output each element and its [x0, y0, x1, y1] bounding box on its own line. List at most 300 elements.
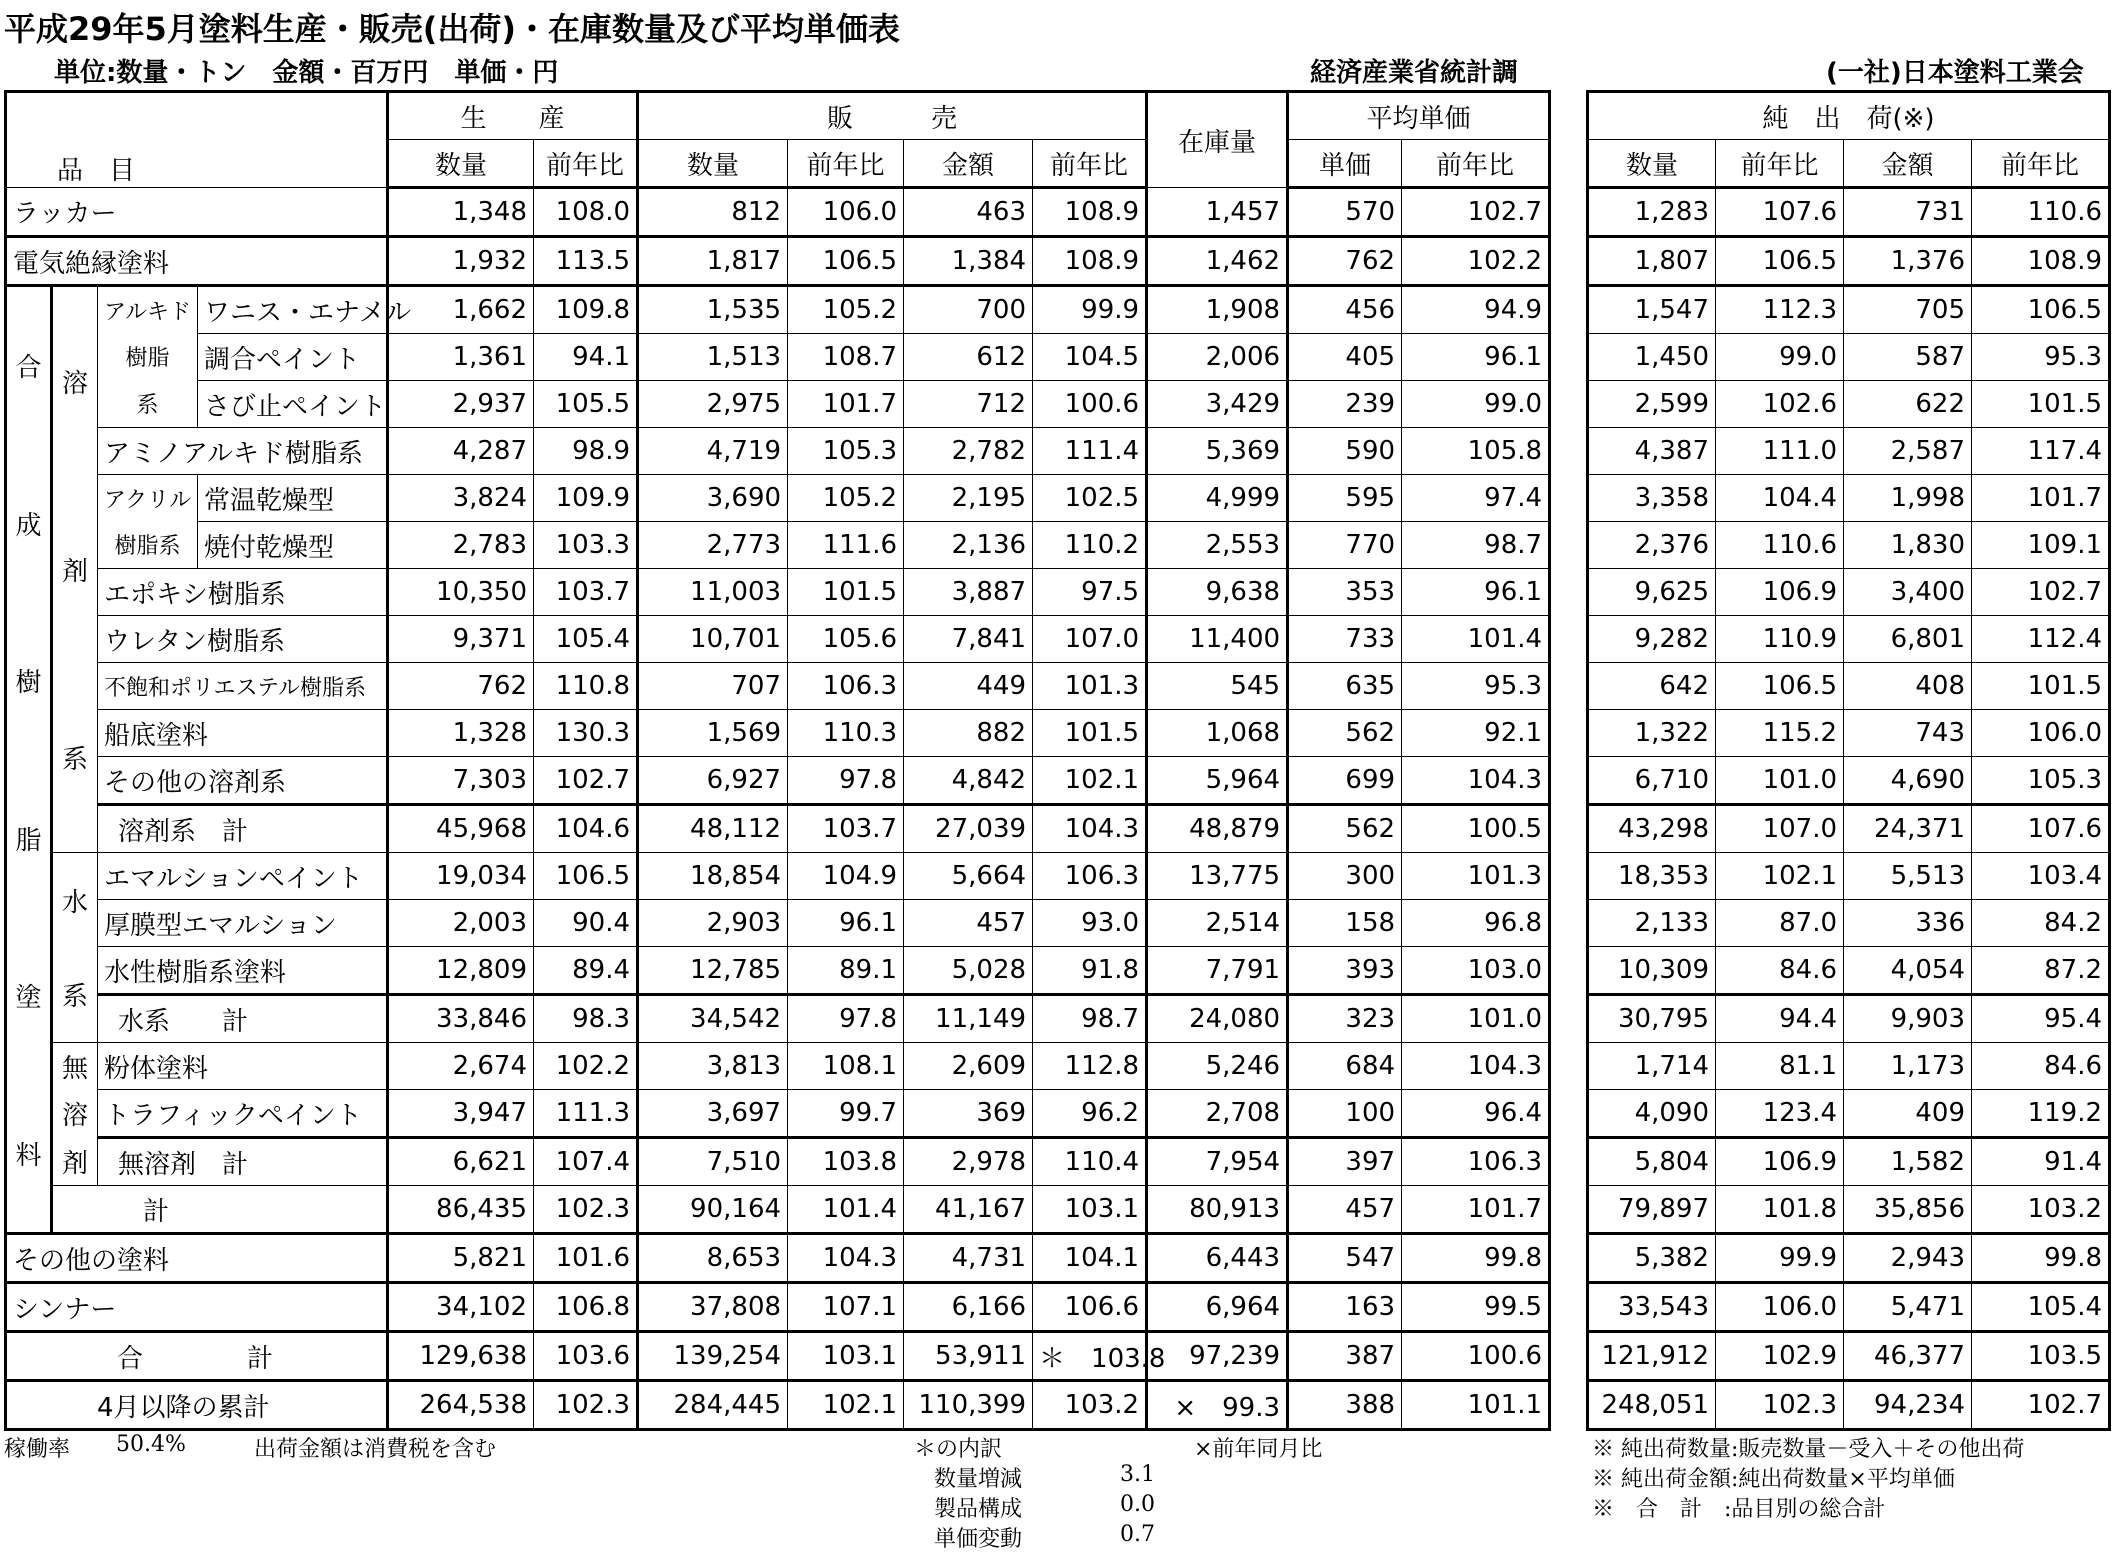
- cell-sonota-12: 99.8: [1972, 1234, 2110, 1283]
- cell-acryl1-4: 2,195: [904, 475, 1033, 522]
- note-net-amount: ※ 純出荷金額:純出荷数量×平均単価: [1592, 1467, 1955, 1492]
- cell-funtai-6: 5,246: [1147, 1043, 1288, 1090]
- cell-epoxy-12: 102.7: [1972, 569, 2110, 616]
- cell-muyozai_total-10: 106.9: [1716, 1138, 1844, 1186]
- avg-price-header: 平均単価: [1288, 92, 1550, 140]
- cell-emulsion-6: 13,775: [1147, 853, 1288, 900]
- net-row-gosei_total: [1588, 1186, 2110, 1234]
- cell-sonota-3: 104.3: [788, 1234, 904, 1283]
- row-label: その他の塗料: [6, 1234, 388, 1283]
- net-row-grand_total: [1588, 1332, 2110, 1381]
- cell-sonota-7: 547: [1288, 1234, 1402, 1283]
- cell-muyozai_total-5: 110.4: [1033, 1138, 1147, 1186]
- cell-alkyd2-3: 108.7: [788, 334, 904, 381]
- net-row-yozai_total: [1588, 805, 2110, 853]
- net-row-muyozai_total: [1588, 1138, 2110, 1186]
- cell-funtai-11: 1,173: [1844, 1043, 1972, 1090]
- cell-amino-7: 590: [1288, 428, 1402, 475]
- cell-amino-0: 4,287: [388, 428, 534, 475]
- cell-thinner-2: 37,808: [638, 1283, 788, 1332]
- group-muyozai: [52, 1043, 98, 1186]
- cell-alkyd1-3: 105.2: [788, 286, 904, 334]
- cell-traffic-7: 100: [1288, 1090, 1402, 1138]
- cell-acryl2-7: 770: [1288, 522, 1402, 569]
- cell-suisei-3: 89.1: [788, 947, 904, 995]
- cell-fuhouwa-3: 106.3: [788, 663, 904, 710]
- net-row-emulsion: [1588, 853, 2110, 900]
- cell-acryl1-12: 101.7: [1972, 475, 2110, 522]
- group-char-acryl: アクリル: [103, 487, 192, 513]
- sales-header: 販 売: [638, 92, 1147, 140]
- cell-alkyd1-11: 705: [1844, 286, 1972, 334]
- cell-sonota_yozai-11: 4,690: [1844, 757, 1972, 805]
- cell-traffic-11: 409: [1844, 1090, 1972, 1138]
- cell-acryl2-8: 98.7: [1402, 522, 1550, 569]
- row-label: 合 計: [6, 1332, 388, 1381]
- cell-komaku-4: 457: [904, 900, 1033, 947]
- cell-grand_total-8: 100.6: [1402, 1332, 1550, 1381]
- cell-cumulative-0: 264,538: [388, 1381, 534, 1430]
- cell-traffic-3: 99.7: [788, 1090, 904, 1138]
- cell-grand_total-7: 387: [1288, 1332, 1402, 1381]
- col-net-qty: 数量: [1588, 140, 1716, 188]
- cell-alkyd2-9: 1,450: [1588, 334, 1716, 381]
- organization-name: (一社)日本塗料工業会: [1826, 58, 2084, 88]
- cell-muyozai_total-0: 6,621: [388, 1138, 534, 1186]
- cell-funtai-0: 2,674: [388, 1043, 534, 1090]
- operating-rate-value: 50.4%: [116, 1432, 186, 1457]
- group-char-yozai: 剤: [61, 556, 88, 587]
- asterisk-breakdown-title: ＊の内訳: [914, 1437, 1003, 1462]
- cell-amino-8: 105.8: [1402, 428, 1550, 475]
- cell-alkyd3-9: 2,599: [1588, 381, 1716, 428]
- row-label: 水系 計: [98, 995, 388, 1043]
- cell-acryl2-11: 1,830: [1844, 522, 1972, 569]
- cell-acryl2-6: 2,553: [1147, 522, 1288, 569]
- cell-thinner-11: 5,471: [1844, 1283, 1972, 1332]
- cell-mizu_total-5: 98.7: [1033, 995, 1147, 1043]
- cell-amino-4: 2,782: [904, 428, 1033, 475]
- breakdown-label-qty: 数量増減: [934, 1467, 1023, 1492]
- cell-traffic-8: 96.4: [1402, 1090, 1550, 1138]
- net-row-alkyd1: [1588, 286, 2110, 334]
- cell-suisei-10: 84.6: [1716, 947, 1844, 995]
- cell-yozai_total-2: 48,112: [638, 805, 788, 853]
- cell-grand_total-5: ＊ 103.8: [1033, 1332, 1147, 1381]
- cell-muyozai_total-7: 397: [1288, 1138, 1402, 1186]
- cell-acryl1-7: 595: [1288, 475, 1402, 522]
- cell-cumulative-3: 102.1: [788, 1381, 904, 1430]
- cell-cumulative-4: 110,399: [904, 1381, 1033, 1430]
- cell-fuhouwa-6: 545: [1147, 663, 1288, 710]
- net-row-senpaku: [1588, 710, 2110, 757]
- row-label: 調合ペイント: [198, 334, 388, 381]
- cell-grand_total-3: 103.1: [788, 1332, 904, 1381]
- cell-urethane-6: 11,400: [1147, 616, 1288, 663]
- cell-epoxy-0: 10,350: [388, 569, 534, 616]
- cell-traffic-1: 111.3: [534, 1090, 638, 1138]
- cell-thinner-6: 6,964: [1147, 1283, 1288, 1332]
- cell-alkyd2-5: 104.5: [1033, 334, 1147, 381]
- cell-urethane-3: 105.6: [788, 616, 904, 663]
- cell-emulsion-8: 101.3: [1402, 853, 1550, 900]
- cell-emulsion-0: 19,034: [388, 853, 534, 900]
- cell-senpaku-9: 1,322: [1588, 710, 1716, 757]
- col-sales-amount-yoy: 前年比: [1033, 140, 1147, 188]
- cell-thinner-5: 106.6: [1033, 1283, 1147, 1332]
- page-title: 平成29年5月塗料生産・販売(出荷)・在庫数量及び平均単価表: [4, 10, 901, 48]
- group-char-gosei: 料: [15, 1140, 42, 1171]
- cell-funtai-1: 102.2: [534, 1043, 638, 1090]
- cell-alkyd2-2: 1,513: [638, 334, 788, 381]
- cell-epoxy-4: 3,887: [904, 569, 1033, 616]
- cell-alkyd2-12: 95.3: [1972, 334, 2110, 381]
- cell-sonota-9: 5,382: [1588, 1234, 1716, 1283]
- cell-acryl1-10: 104.4: [1716, 475, 1844, 522]
- cell-senpaku-6: 1,068: [1147, 710, 1288, 757]
- breakdown-label-mix: 製品構成: [934, 1497, 1023, 1522]
- cell-lacquer-12: 110.6: [1972, 188, 2110, 237]
- cell-acryl2-10: 110.6: [1716, 522, 1844, 569]
- cell-senpaku-4: 882: [904, 710, 1033, 757]
- group-char-yozai: 溶: [61, 368, 88, 399]
- cell-alkyd2-0: 1,361: [388, 334, 534, 381]
- cell-alkyd1-8: 94.9: [1402, 286, 1550, 334]
- net-row-acryl2: [1588, 522, 2110, 569]
- cell-muyozai_total-6: 7,954: [1147, 1138, 1288, 1186]
- item-header: 品 目: [6, 92, 388, 188]
- cell-mizu_total-9: 30,795: [1588, 995, 1716, 1043]
- cell-fuhouwa-9: 642: [1588, 663, 1716, 710]
- cell-acryl2-3: 111.6: [788, 522, 904, 569]
- row-label: アミノアルキド樹脂系: [98, 428, 388, 475]
- row-label: ラッカー: [6, 188, 388, 237]
- cell-grand_total-9: 121,912: [1588, 1332, 1716, 1381]
- cell-epoxy-8: 96.1: [1402, 569, 1550, 616]
- cell-gosei_total-0: 86,435: [388, 1186, 534, 1234]
- row-label: シンナー: [6, 1283, 388, 1332]
- cell-acryl1-5: 102.5: [1033, 475, 1147, 522]
- cell-senpaku-12: 106.0: [1972, 710, 2110, 757]
- col-net-qty-yoy: 前年比: [1716, 140, 1844, 188]
- cell-komaku-7: 158: [1288, 900, 1402, 947]
- note-net-qty: ※ 純出荷数量:販売数量－受入＋その他出荷: [1592, 1437, 2025, 1462]
- cell-emulsion-11: 5,513: [1844, 853, 1972, 900]
- cell-suisei-11: 4,054: [1844, 947, 1972, 995]
- cell-denki-6: 1,462: [1147, 237, 1288, 286]
- cell-yozai_total-1: 104.6: [534, 805, 638, 853]
- cell-komaku-12: 84.2: [1972, 900, 2110, 947]
- group-char-mizu: 系: [61, 982, 88, 1013]
- cell-yozai_total-10: 107.0: [1716, 805, 1844, 853]
- cell-funtai-7: 684: [1288, 1043, 1402, 1090]
- cell-gosei_total-7: 457: [1288, 1186, 1402, 1234]
- cell-sonota-10: 99.9: [1716, 1234, 1844, 1283]
- cell-urethane-0: 9,371: [388, 616, 534, 663]
- cell-funtai-2: 3,813: [638, 1043, 788, 1090]
- cell-suisei-6: 7,791: [1147, 947, 1288, 995]
- cell-gosei_total-5: 103.1: [1033, 1186, 1147, 1234]
- cell-thinner-9: 33,543: [1588, 1283, 1716, 1332]
- cell-funtai-5: 112.8: [1033, 1043, 1147, 1090]
- cell-lacquer-1: 108.0: [534, 188, 638, 237]
- cell-grand_total-0: 129,638: [388, 1332, 534, 1381]
- cell-fuhouwa-8: 95.3: [1402, 663, 1550, 710]
- cell-gosei_total-11: 35,856: [1844, 1186, 1972, 1234]
- cell-lacquer-9: 1,283: [1588, 188, 1716, 237]
- cell-komaku-8: 96.8: [1402, 900, 1550, 947]
- cell-fuhouwa-11: 408: [1844, 663, 1972, 710]
- cell-komaku-6: 2,514: [1147, 900, 1288, 947]
- cell-suisei-8: 103.0: [1402, 947, 1550, 995]
- cell-alkyd1-12: 106.5: [1972, 286, 2110, 334]
- cell-lacquer-7: 570: [1288, 188, 1402, 237]
- cell-senpaku-11: 743: [1844, 710, 1972, 757]
- cell-emulsion-9: 18,353: [1588, 853, 1716, 900]
- cell-sonota_yozai-2: 6,927: [638, 757, 788, 805]
- cell-lacquer-2: 812: [638, 188, 788, 237]
- cell-fuhouwa-2: 707: [638, 663, 788, 710]
- cell-emulsion-2: 18,854: [638, 853, 788, 900]
- cell-alkyd2-4: 612: [904, 334, 1033, 381]
- cell-amino-1: 98.9: [534, 428, 638, 475]
- group-alkyd: [98, 286, 198, 428]
- cell-denki-2: 1,817: [638, 237, 788, 286]
- cell-funtai-9: 1,714: [1588, 1043, 1716, 1090]
- row-label: 4月以降の累計: [6, 1381, 388, 1430]
- tax-note: 出荷金額は消費税を含む: [254, 1437, 497, 1462]
- cell-alkyd2-10: 99.0: [1716, 334, 1844, 381]
- cell-denki-8: 102.2: [1402, 237, 1550, 286]
- cell-acryl2-12: 109.1: [1972, 522, 2110, 569]
- cell-alkyd2-8: 96.1: [1402, 334, 1550, 381]
- cell-sonota_yozai-8: 104.3: [1402, 757, 1550, 805]
- cell-alkyd1-10: 112.3: [1716, 286, 1844, 334]
- cell-sonota_yozai-5: 102.1: [1033, 757, 1147, 805]
- cell-epoxy-6: 9,638: [1147, 569, 1288, 616]
- group-char-gosei: 樹: [15, 668, 42, 699]
- cell-yozai_total-9: 43,298: [1588, 805, 1716, 853]
- breakdown-value-qty: 3.1: [1120, 1462, 1155, 1487]
- cell-funtai-12: 84.6: [1972, 1043, 2110, 1090]
- cell-amino-9: 4,387: [1588, 428, 1716, 475]
- cell-epoxy-11: 3,400: [1844, 569, 1972, 616]
- net-row-sonota_yozai: [1588, 757, 2110, 805]
- cell-alkyd3-2: 2,975: [638, 381, 788, 428]
- cell-thinner-1: 106.8: [534, 1283, 638, 1332]
- cell-alkyd3-4: 712: [904, 381, 1033, 428]
- cell-sonota-4: 4,731: [904, 1234, 1033, 1283]
- cell-lacquer-11: 731: [1844, 188, 1972, 237]
- cell-sonota_yozai-0: 7,303: [388, 757, 534, 805]
- cell-cumulative-1: 102.3: [534, 1381, 638, 1430]
- cell-yozai_total-5: 104.3: [1033, 805, 1147, 853]
- operating-rate-label: 稼働率: [4, 1437, 71, 1462]
- row-label: 水性樹脂系塗料: [98, 947, 388, 995]
- cell-suisei-0: 12,809: [388, 947, 534, 995]
- cell-senpaku-5: 101.5: [1033, 710, 1147, 757]
- cell-acryl2-4: 2,136: [904, 522, 1033, 569]
- cell-alkyd3-8: 99.0: [1402, 381, 1550, 428]
- cell-acryl1-6: 4,999: [1147, 475, 1288, 522]
- cell-urethane-5: 107.0: [1033, 616, 1147, 663]
- row-label: 溶剤系 計: [98, 805, 388, 853]
- cell-mizu_total-12: 95.4: [1972, 995, 2110, 1043]
- cell-thinner-4: 6,166: [904, 1283, 1033, 1332]
- cell-traffic-0: 3,947: [388, 1090, 534, 1138]
- cell-alkyd3-0: 2,937: [388, 381, 534, 428]
- source-note: 経済産業省統計調: [1310, 58, 1519, 88]
- cell-alkyd2-6: 2,006: [1147, 334, 1288, 381]
- cell-denki-10: 106.5: [1716, 237, 1844, 286]
- cell-muyozai_total-12: 91.4: [1972, 1138, 2110, 1186]
- cell-lacquer-3: 106.0: [788, 188, 904, 237]
- cell-thinner-8: 99.5: [1402, 1283, 1550, 1332]
- cell-alkyd2-11: 587: [1844, 334, 1972, 381]
- cell-acryl2-9: 2,376: [1588, 522, 1716, 569]
- cell-emulsion-12: 103.4: [1972, 853, 2110, 900]
- cell-denki-3: 106.5: [788, 237, 904, 286]
- cell-thinner-3: 107.1: [788, 1283, 904, 1332]
- net-row-denki: [1588, 237, 2110, 286]
- cell-alkyd3-5: 100.6: [1033, 381, 1147, 428]
- cell-urethane-4: 7,841: [904, 616, 1033, 663]
- group-char-muyozai: 溶: [61, 1101, 88, 1132]
- cell-sonota_yozai-9: 6,710: [1588, 757, 1716, 805]
- cell-grand_total-10: 102.9: [1716, 1332, 1844, 1381]
- cell-mizu_total-4: 11,149: [904, 995, 1033, 1043]
- row-label: 電気絶縁塗料: [6, 237, 388, 286]
- cell-alkyd1-0: 1,662: [388, 286, 534, 334]
- cell-sonota-2: 8,653: [638, 1234, 788, 1283]
- cell-traffic-4: 369: [904, 1090, 1033, 1138]
- cell-urethane-8: 101.4: [1402, 616, 1550, 663]
- cell-mizu_total-2: 34,542: [638, 995, 788, 1043]
- cell-thinner-12: 105.4: [1972, 1283, 2110, 1332]
- cell-lacquer-5: 108.9: [1033, 188, 1147, 237]
- cell-amino-5: 111.4: [1033, 428, 1147, 475]
- col-unit-price: 単価: [1288, 140, 1402, 188]
- group-mizu: [52, 853, 98, 1043]
- cell-denki-11: 1,376: [1844, 237, 1972, 286]
- cell-senpaku-0: 1,328: [388, 710, 534, 757]
- cell-gosei_total-4: 41,167: [904, 1186, 1033, 1234]
- cell-cumulative-6: × 99.3: [1147, 1381, 1288, 1430]
- cell-traffic-10: 123.4: [1716, 1090, 1844, 1138]
- net-row-thinner: [1588, 1283, 2110, 1332]
- cell-alkyd3-3: 101.7: [788, 381, 904, 428]
- breakdown-label-price: 単価変動: [934, 1527, 1023, 1552]
- cell-yozai_total-8: 100.5: [1402, 805, 1550, 853]
- group-char-gosei: 成: [15, 510, 42, 541]
- cell-gosei_total-6: 80,913: [1147, 1186, 1288, 1234]
- cell-komaku-5: 93.0: [1033, 900, 1147, 947]
- cell-lacquer-6: 1,457: [1147, 188, 1288, 237]
- cell-mizu_total-7: 323: [1288, 995, 1402, 1043]
- cell-gosei_total-12: 103.2: [1972, 1186, 2110, 1234]
- row-label: 船底塗料: [98, 710, 388, 757]
- cell-acryl1-3: 105.2: [788, 475, 904, 522]
- cell-amino-11: 2,587: [1844, 428, 1972, 475]
- col-sales-qty-yoy: 前年比: [788, 140, 904, 188]
- cell-alkyd3-12: 101.5: [1972, 381, 2110, 428]
- group-char-muyozai: 無: [61, 1054, 88, 1085]
- cell-alkyd3-10: 102.6: [1716, 381, 1844, 428]
- cell-cumulative-7: 388: [1288, 1381, 1402, 1430]
- cell-denki-4: 1,384: [904, 237, 1033, 286]
- cell-denki-12: 108.9: [1972, 237, 2110, 286]
- cell-fuhouwa-0: 762: [388, 663, 534, 710]
- cell-sonota_yozai-10: 101.0: [1716, 757, 1844, 805]
- net-row-epoxy: [1588, 569, 2110, 616]
- group-char-alkyd: アルキド: [103, 299, 192, 325]
- cell-acryl2-5: 110.2: [1033, 522, 1147, 569]
- cell-mizu_total-0: 33,846: [388, 995, 534, 1043]
- cell-epoxy-7: 353: [1288, 569, 1402, 616]
- cell-thinner-0: 34,102: [388, 1283, 534, 1332]
- cell-denki-5: 108.9: [1033, 237, 1147, 286]
- cell-fuhouwa-4: 449: [904, 663, 1033, 710]
- cell-komaku-9: 2,133: [1588, 900, 1716, 947]
- production-header: 生 産: [388, 92, 638, 140]
- cell-yozai_total-12: 107.6: [1972, 805, 2110, 853]
- cell-gosei_total-9: 79,897: [1588, 1186, 1716, 1234]
- cell-sonota_yozai-3: 97.8: [788, 757, 904, 805]
- row-label: 計: [52, 1186, 388, 1234]
- group-gosei: [6, 286, 52, 1234]
- cell-amino-2: 4,719: [638, 428, 788, 475]
- cell-yozai_total-0: 45,968: [388, 805, 534, 853]
- cell-sonota_yozai-6: 5,964: [1147, 757, 1288, 805]
- cell-senpaku-10: 115.2: [1716, 710, 1844, 757]
- net-row-cumulative: [1588, 1381, 2110, 1430]
- cell-amino-12: 117.4: [1972, 428, 2110, 475]
- cell-amino-10: 111.0: [1716, 428, 1844, 475]
- cell-sonota_yozai-4: 4,842: [904, 757, 1033, 805]
- cell-emulsion-3: 104.9: [788, 853, 904, 900]
- cell-sonota-6: 6,443: [1147, 1234, 1288, 1283]
- cell-sonota-1: 101.6: [534, 1234, 638, 1283]
- cell-acryl1-8: 97.4: [1402, 475, 1550, 522]
- cell-epoxy-2: 11,003: [638, 569, 788, 616]
- cell-thinner-10: 106.0: [1716, 1283, 1844, 1332]
- cell-sonota-5: 104.1: [1033, 1234, 1147, 1283]
- cell-sonota-11: 2,943: [1844, 1234, 1972, 1283]
- net-row-fuhouwa: [1588, 663, 2110, 710]
- cell-komaku-0: 2,003: [388, 900, 534, 947]
- cell-yozai_total-6: 48,879: [1147, 805, 1288, 853]
- row-label: 不飽和ポリエステル樹脂系: [98, 663, 388, 710]
- net-row-sonota: [1588, 1234, 2110, 1283]
- cell-komaku-2: 2,903: [638, 900, 788, 947]
- cell-muyozai_total-11: 1,582: [1844, 1138, 1972, 1186]
- cell-mizu_total-8: 101.0: [1402, 995, 1550, 1043]
- cell-grand_total-6: 97,239: [1147, 1332, 1288, 1381]
- cell-emulsion-5: 106.3: [1033, 853, 1147, 900]
- col-net-amount: 金額: [1844, 140, 1972, 188]
- cell-muyozai_total-2: 7,510: [638, 1138, 788, 1186]
- cell-fuhouwa-1: 110.8: [534, 663, 638, 710]
- cell-thinner-7: 163: [1288, 1283, 1402, 1332]
- row-label: その他の溶剤系: [98, 757, 388, 805]
- group-char-yozai: 系: [61, 745, 88, 776]
- cell-muyozai_total-4: 2,978: [904, 1138, 1033, 1186]
- cell-gosei_total-3: 101.4: [788, 1186, 904, 1234]
- cell-urethane-1: 105.4: [534, 616, 638, 663]
- cell-epoxy-5: 97.5: [1033, 569, 1147, 616]
- cell-yozai_total-3: 103.7: [788, 805, 904, 853]
- row-label: さび止ペイント: [198, 381, 388, 428]
